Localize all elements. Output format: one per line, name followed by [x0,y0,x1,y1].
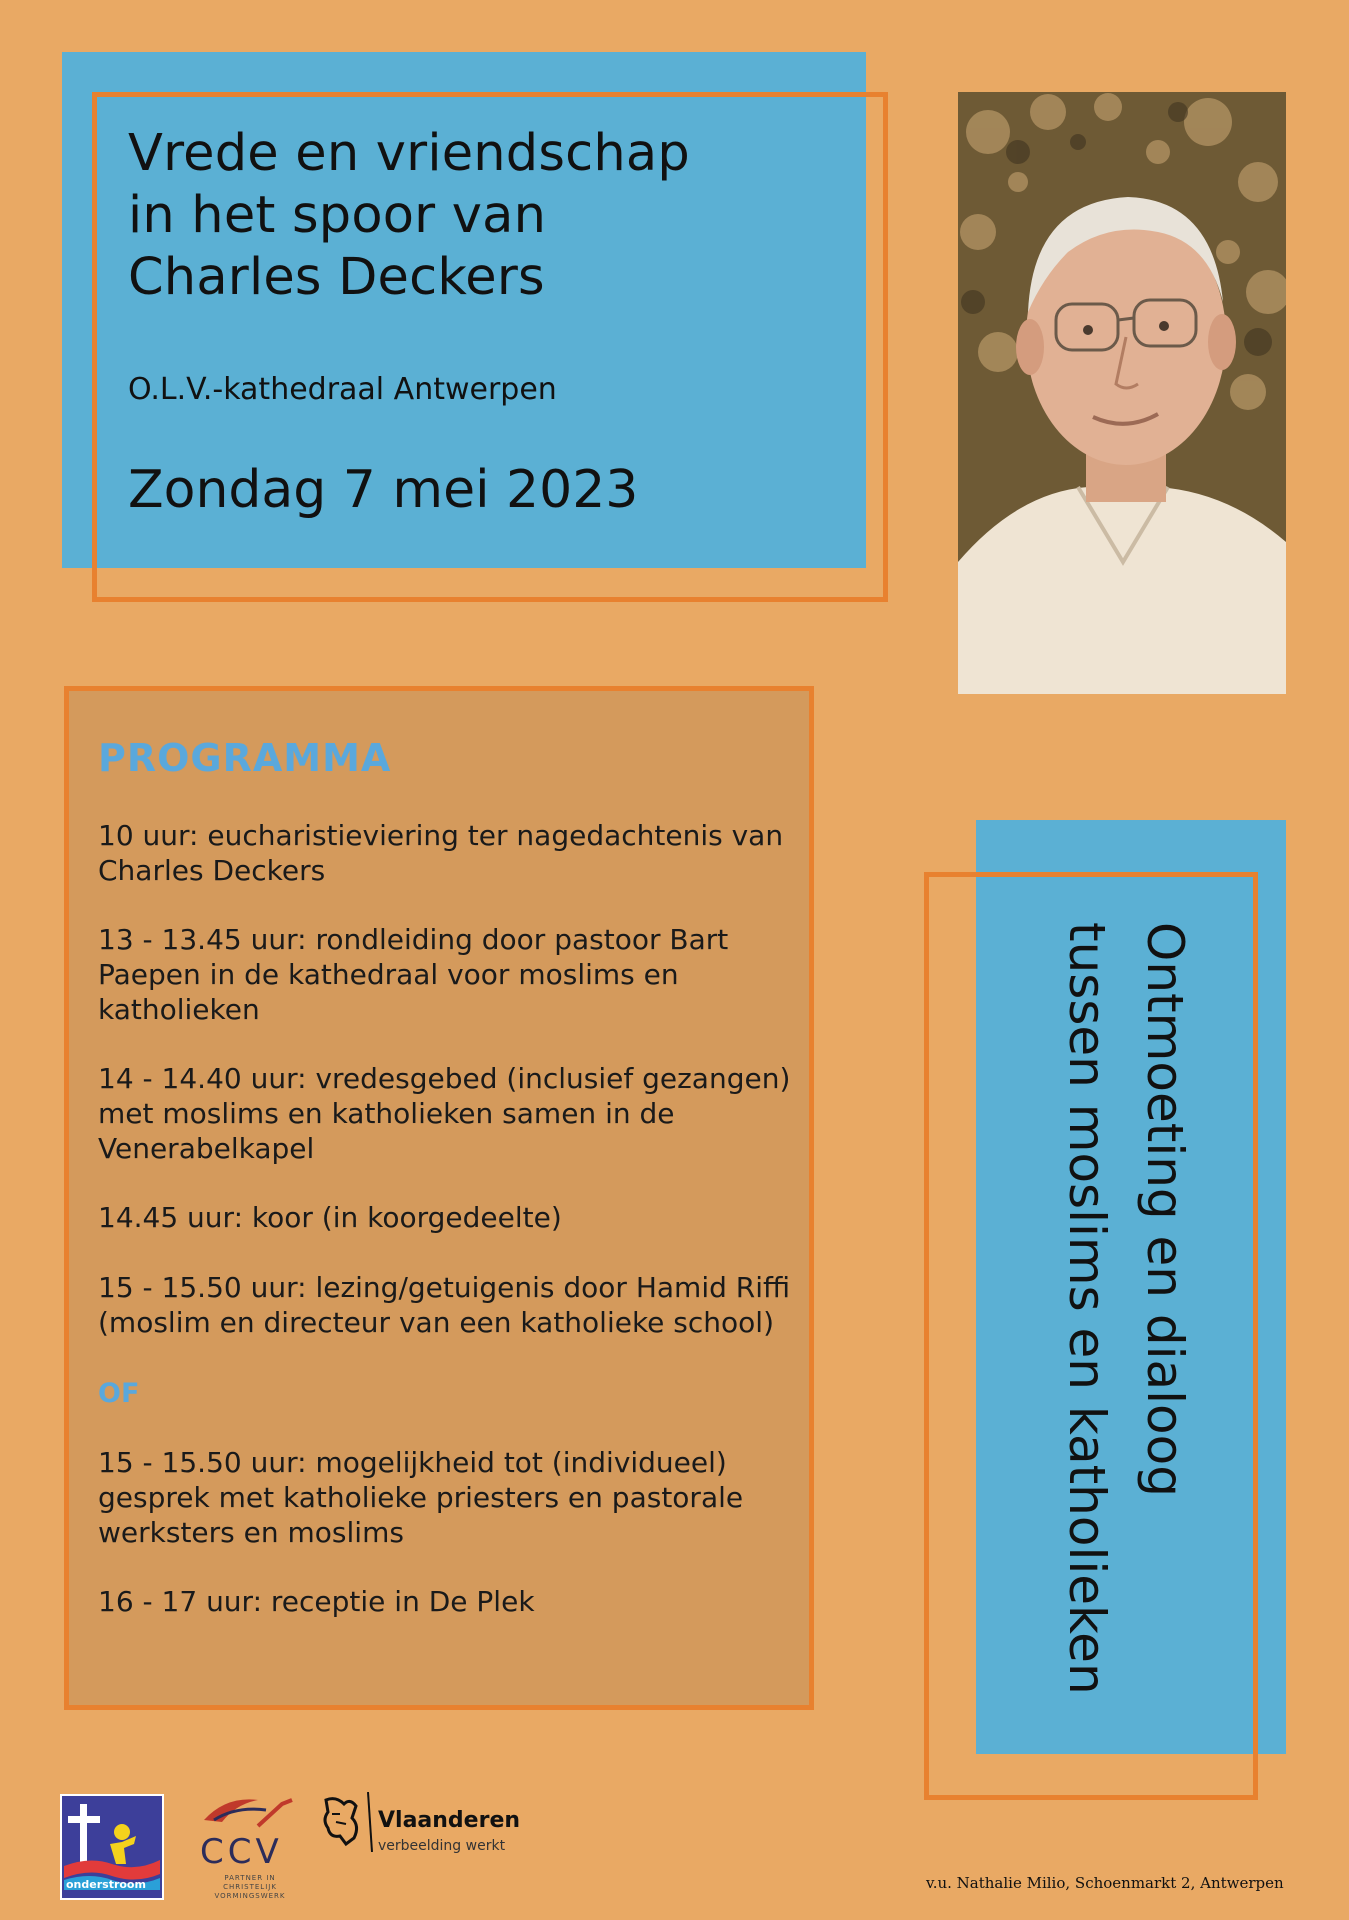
portrait-photo [958,92,1286,694]
event-date: Zondag 7 mei 2023 [128,460,639,520]
program-item: 14.45 uur: koor (in koorgedeelte) [98,1201,562,1234]
program-item: 15 - 15.50 uur: lezing/getuigenis door Hamid Riffi (moslim en directeur van een katholieke school) [98,1271,791,1339]
side-banner-text [1048,922,1204,1722]
onderstroom-logo [60,1794,164,1900]
onderstroom-logo-text: onderstroom [66,1878,146,1891]
program-heading: PROGRAMMA [98,736,392,780]
program-item: 16 - 17 uur: receptie in De Plek [98,1585,535,1618]
venue-text: O.L.V.-kathedraal Antwerpen [128,372,557,407]
program-item: 14 - 14.40 uur: vredesgebed (inclusief gezangen) met moslims en katholieken samen in de Venerabelkapel [98,1062,791,1165]
ccv-logo-text: CCV [200,1832,283,1872]
title-line-1: Vrede en vriendschap [128,124,690,183]
vlaanderen-tagline: verbeelding werkt [378,1838,506,1854]
program-item: 13 - 13.45 uur: rondleiding door pastoor Bart Paepen in de kathedraal voor moslims en katholieken [98,923,729,1026]
program-item: 15 - 15.50 uur: mogelijkheid tot (individueel) gesprek met katholieke priesters en pastorale werksters en moslims [98,1446,744,1549]
side-banner-line-2: tussen moslims en katholieken [1058,922,1116,1695]
ccv-logo [196,1790,304,1902]
vlaanderen-name: Vlaanderen [378,1808,521,1833]
title-line-2: in het spoor van [128,186,547,245]
colophon-text: v.u. Nathalie Milio, Schoenmarkt 2, Antwerpen [926,1874,1284,1892]
ccv-logo-tagline: PARTNER IN CHRISTELIJK VORMINGSWERK [214,1874,286,1900]
program-or-label: OF [98,1378,140,1409]
title-line-3: Charles Deckers [128,248,545,307]
side-banner-line-1: Ontmoeting en dialoog [1136,922,1194,1497]
program-item: 10 uur: eucharistieviering ter nagedachtenis van Charles Deckers [98,819,784,887]
